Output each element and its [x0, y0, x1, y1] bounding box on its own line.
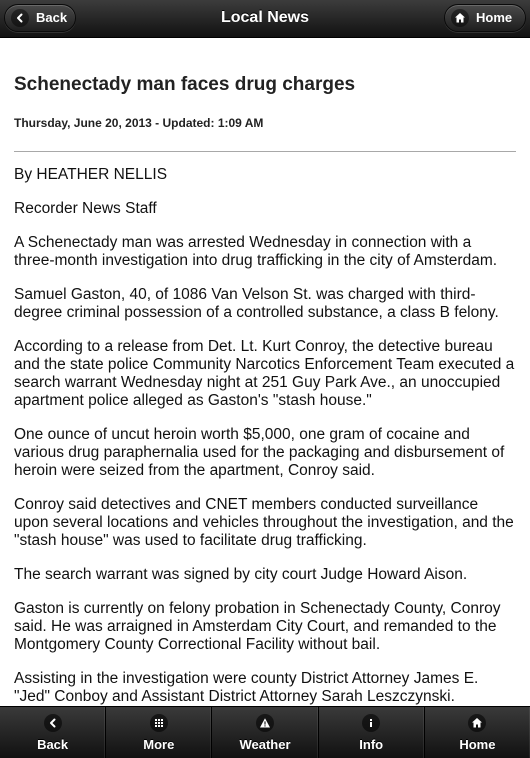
chevron-left-icon	[11, 9, 29, 27]
article-paragraph: The search warrant was signed by city court Judge Howard Aison.	[14, 566, 468, 583]
article-paragraph: According to a release from Det. Lt. Kurt Conroy, the detective bureau and the state police Community Narcotics Enforcement Team executed a search warrant Wednesday night at 251 Guy Park Ave., an unoccupied apartment police alleged as Gaston's "stash house."	[14, 338, 515, 409]
article-staff: Recorder News Staff	[14, 200, 157, 217]
tab-weather[interactable]	[212, 707, 318, 758]
tab-info[interactable]	[319, 707, 425, 758]
back-button-label: Back	[36, 10, 68, 25]
home-button-label: Home	[476, 10, 513, 25]
info-icon	[362, 714, 380, 732]
article-paragraph: Gaston is currently on felony probation in Schenectady County, Conroy said. He was arraigned in Amsterdam City Court, and remanded to the Montgomery County Correctional Facility without bail.	[14, 600, 501, 653]
tab-more[interactable]	[106, 707, 212, 758]
tab-home-label: Home	[459, 737, 496, 752]
article-paragraph: Samuel Gaston, 40, of 1086 Van Velson St. was charged with third-degree criminal possession of a controlled substance, a class B felony.	[14, 286, 499, 321]
grid-icon	[150, 714, 168, 732]
back-button[interactable]	[4, 4, 76, 32]
article-dateline: Thursday, June 20, 2013 - Updated: 1:09 AM	[14, 116, 264, 130]
tab-info-label: Info	[359, 737, 384, 752]
bottom-tab-bar	[0, 706, 530, 758]
article-paragraph: Assisting in the investigation were county District Attorney James E. "Jed" Conboy and Assistant District Attorney Sarah Leszczynski.	[14, 670, 479, 705]
tab-home[interactable]	[425, 707, 530, 758]
top-toolbar	[0, 0, 530, 38]
tab-back-label: Back	[37, 737, 69, 752]
tab-weather-label: Weather	[239, 737, 291, 752]
article-content[interactable]	[14, 38, 516, 706]
page-title: Local News	[220, 9, 310, 26]
article-paragraph: A Schenectady man was arrested Wednesday in connection with a three-month investigation into drug trafficking in the city of Amsterdam.	[14, 234, 498, 269]
article-paragraph: Conroy said detectives and CNET members conducted surveillance upon several locations and vehicles throughout the investigation, and the "stash house" was used to facilitate drug trafficking.	[14, 496, 514, 549]
home-icon	[451, 9, 469, 27]
home-icon	[468, 714, 486, 732]
chevron-left-icon	[44, 714, 62, 732]
tab-more-label: More	[143, 737, 175, 752]
tab-back[interactable]	[0, 707, 106, 758]
article-byline: By HEATHER NELLIS	[14, 166, 168, 183]
home-button[interactable]	[444, 4, 526, 32]
alert-icon	[256, 714, 274, 732]
divider	[14, 151, 516, 152]
article-paragraph: One ounce of uncut heroin worth $5,000, one gram of cocaine and various drug paraphernalia used for the packaging and disbursement of heroin were seized from the apartment, Conroy said.	[14, 426, 505, 479]
article-headline: Schenectady man faces drug charges	[14, 74, 356, 95]
